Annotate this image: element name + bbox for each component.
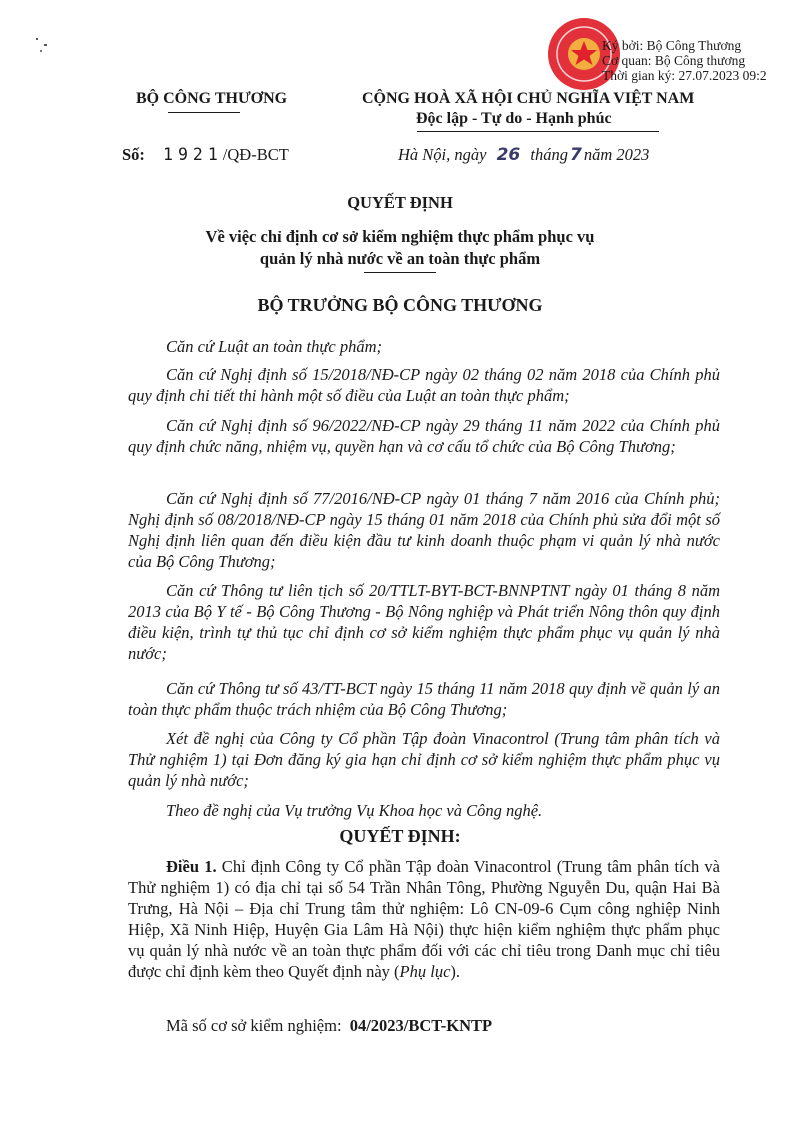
scan-speck xyxy=(40,50,42,52)
article-1-text-end: ). xyxy=(450,962,461,981)
signature-time: Thời gian ký: 27.07.2023 09:2 xyxy=(602,68,767,83)
number-value: 1921 xyxy=(163,145,223,164)
preamble-8: Theo đề nghị của Vụ trưởng Vụ Khoa học và Công nghệ. xyxy=(166,801,543,820)
ministry-underline xyxy=(168,112,240,113)
preamble-4: Căn cứ Nghị định số 77/2016/NĐ-CP ngày 01 tháng 7 năm 2016 của Chính phủ; Nghị định số 08/2018/NĐ-CP ngày 15 tháng 01 năm 2018 của Chính phủ sửa đổi một số Nghị định liên quan đến điều kiện đầu tư kinh doanh thuộc phạm vi quản lý nhà nước của Bộ Công Thương; xyxy=(128,489,720,571)
article-1 xyxy=(128,856,720,982)
subject-underline xyxy=(364,272,436,273)
decision-heading: QUYẾT ĐỊNH: xyxy=(339,826,461,846)
date-month-label: tháng xyxy=(530,145,568,164)
authority-heading: BỘ TRƯỞNG BỘ CÔNG THƯƠNG xyxy=(257,295,543,315)
preamble-1: Căn cứ Luật an toàn thực phẩm; xyxy=(166,337,382,356)
date-month: 7 xyxy=(569,145,582,165)
issue-date xyxy=(398,145,649,165)
date-prefix: Hà Nội, ngày xyxy=(398,145,487,164)
lab-code-label: Mã số cơ sở kiểm nghiệm: xyxy=(166,1016,342,1035)
signature-block xyxy=(602,38,800,83)
article-1-text: Chỉ định Công ty Cổ phần Tập đoàn Vinacontrol (Trung tâm phân tích và Thử nghiệm 1) có địa chỉ tại số 54 Trần Nhân Tông, Phường Nguyễn Du, quận Hai Bà Trưng, Hà Nội – Địa chỉ Trung tâm thử nghiệm: Lô CN-09-6 Cụm công nghiệp Ninh Hiệp, Xã Ninh Hiệp, Huyện Gia Lâm Hà Nội) thực hiện kiểm nghiệm thực phẩm phục vụ quản lý nhà nước về an toàn thực phẩm đối với các chỉ tiêu trong Danh mục chỉ tiêu được chỉ định kèm theo Quyết định này ( xyxy=(128,857,720,981)
article-1-appendix: Phụ lục xyxy=(399,962,451,981)
nation-name: CỘNG HOÀ XÃ HỘI CHỦ NGHĨA VIỆT NAM xyxy=(362,90,695,107)
date-day: 26 xyxy=(496,145,521,165)
scan-speck xyxy=(36,38,38,40)
number-suffix: /QĐ-BCT xyxy=(222,145,289,164)
motto: Độc lập - Tự do - Hạnh phúc xyxy=(416,110,612,127)
preamble-7: Xét đề nghị của Công ty Cổ phần Tập đoàn Vinacontrol (Trung tâm phân tích và Thử nghiệm 1) tại Đơn đăng ký gia hạn chỉ định cơ sở kiểm nghiệm thực phẩm phục vụ quản lý nhà nước; xyxy=(128,729,720,790)
lab-code xyxy=(166,1016,492,1036)
document-number xyxy=(122,145,289,165)
preamble-6: Căn cứ Thông tư số 43/TT-BCT ngày 15 tháng 11 năm 2018 quy định về quản lý an toàn thực phẩm thuộc trách nhiệm của Bộ Công Thương; xyxy=(128,679,720,719)
scan-speck xyxy=(44,44,47,46)
document-title: QUYẾT ĐỊNH xyxy=(347,193,453,212)
signature-signed-by: Ký bởi: Bộ Công Thương xyxy=(602,38,742,53)
signature-agency: Cơ quan: Bộ Công thương xyxy=(602,53,746,68)
preamble-2: Căn cứ Nghị định số 15/2018/NĐ-CP ngày 02 tháng 02 năm 2018 của Chính phủ quy định chi tiết thi hành một số điều của Luật an toàn thực phẩm; xyxy=(128,365,720,405)
date-year: năm 2023 xyxy=(583,145,650,164)
motto-underline xyxy=(417,131,659,132)
subject-line-1: Về việc chỉ định cơ sở kiểm nghiệm thực phẩm phục vụ xyxy=(205,227,595,246)
lab-code-value: 04/2023/BCT-KNTP xyxy=(349,1016,493,1035)
preamble-3: Căn cứ Nghị định số 96/2022/NĐ-CP ngày 29 tháng 11 năm 2022 của Chính phủ quy định chức năng, nhiệm vụ, quyền hạn và cơ cấu tổ chức của Bộ Công Thương; xyxy=(128,416,720,456)
subject-line-2: quản lý nhà nước về an toàn thực phẩm xyxy=(259,249,541,268)
preamble-5: Căn cứ Thông tư liên tịch số 20/TTLT-BYT-BCT-BNNPTNT ngày 01 tháng 8 năm 2013 của Bộ Y tế - Bộ Công Thương - Bộ Nông nghiệp và Phát triển Nông thôn quy định điều kiện, trình tự thủ tục chỉ định cơ sở kiểm nghiệm thực phẩm phục vụ quản lý nhà nước; xyxy=(128,581,720,663)
article-1-label: Điều 1. xyxy=(166,857,217,876)
number-label: Số: xyxy=(122,145,145,164)
ministry-name: BỘ CÔNG THƯƠNG xyxy=(136,90,288,107)
